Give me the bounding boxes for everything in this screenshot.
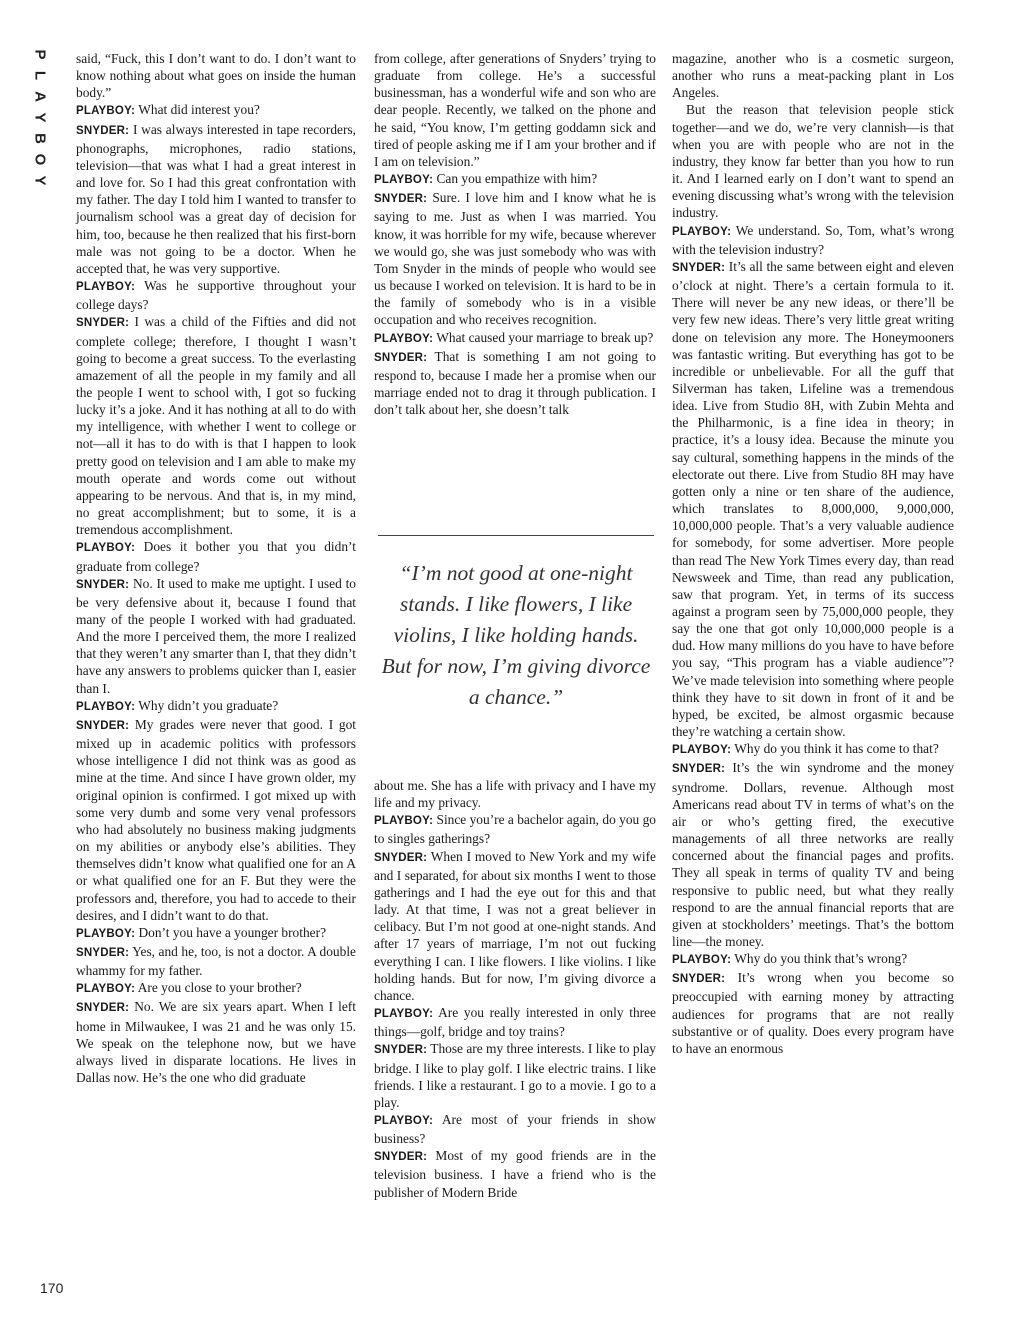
section-label-letter: P: [31, 49, 49, 60]
dialogue-paragraph: [76, 121, 356, 277]
section-label-letter: B: [31, 133, 49, 144]
dialogue-paragraph: [672, 950, 954, 969]
column-3: [672, 50, 954, 1057]
paragraph-text: That is something I am not going to respond to, because I made her a promise when our marriage ended not to drag it through publication. I don’t talk about her, she doesn’t talk: [374, 348, 657, 418]
speaker-label: PLAYBOY:: [672, 954, 732, 967]
speaker-label: SNYDER:: [76, 578, 130, 591]
speaker-label: SNYDER:: [76, 1002, 130, 1015]
speaker-label: PLAYBOY:: [672, 744, 732, 757]
dialogue-paragraph: [374, 848, 656, 1004]
dialogue-paragraph: [76, 277, 356, 313]
paragraph-text: Was he supportive throughout your college days?: [76, 278, 357, 313]
speaker-label: PLAYBOY:: [374, 1008, 434, 1021]
paragraph-text: Those are my three interests. I like to play bridge. I like to play golf. I like electric trains. I like friends. I like a restaurant. I go to a movie. I go to a play.: [374, 1041, 656, 1110]
paragraph-text: When I moved to New York and my wife and I separated, for about six months I went to those gatherings and I had the eye out for this and that lady. At that time, I was not a great believer in celibacy. But I’m not good at one-night stands. And after 17 years of marriage, I’m not out fucking everything I can. I like flowers. I like violins. I like holding hands. But for now, I’m giving divorce a chance.: [374, 848, 657, 1003]
section-label-letter: L: [31, 70, 49, 81]
section-label-letter: Y: [31, 112, 49, 123]
dialogue-paragraph: [76, 943, 356, 979]
section-label-letter: Y: [31, 175, 49, 186]
speaker-label: SNYDER:: [76, 317, 130, 330]
speaker-label: PLAYBOY:: [374, 815, 434, 828]
paragraph-text: No. We are six years apart. When I left home in Milwaukee, I was 21 and he was only 15. We speak on the telephone now, but we have always lived in disparate locations. He lives in Dallas now. He’s the one who did graduate: [76, 999, 356, 1086]
paragraph-text: Does it bother you that you didn’t graduate from college?: [76, 539, 356, 574]
paragraph-text: No. It used to make me uptight. I used to be very defensive about it, because I found that many of the people I worked with had graduated. And the more I perceived them, the more I realized that they weren’t any smarter than I, that they didn’t have any answers to problems quicker than I, easier than I.: [76, 575, 356, 696]
speaker-label: SNYDER:: [374, 851, 428, 864]
paragraph-text: Why do you think that’s wrong?: [734, 951, 908, 967]
text-paragraph: [374, 777, 656, 811]
paragraph-text: It’s wrong when you become so preoccupied with earning money by attracting audiences for programs that are not really substantive or of quality. Does every program have to have an enormous: [672, 970, 954, 1056]
speaker-label: PLAYBOY:: [672, 225, 732, 238]
paragraph-text: My grades were never that good. I got mixed up in academic politics with professors whose intelligence I did not think was as good as mine at the time. And since I have grown older, my original opinion is confirmed. I got mixed up with some very dumb and some very venal professors who had absolutely no business making judgments on my abilities or anybody else’s abilities. They themselves didn’t know what qualified one for an A or what qualified one for an F. But they were the professors and, therefore, you had to accede to their desires, and I didn’t want to do that.: [76, 716, 356, 923]
dialogue-paragraph: [76, 101, 356, 120]
paragraph-text: But the reason that television people stick together—and we do, we’re very clannish—is that when you are with people who are not in the industry, they know far better than you how to run it. And I learned early on I don’t want to spend an evening discussing what’s wrong with the television industry.: [672, 102, 954, 221]
paragraph-text: We understand. So, Tom, what’s wrong with the television industry?: [672, 222, 954, 257]
speaker-label: PLAYBOY:: [76, 542, 136, 555]
text-paragraph: [672, 101, 954, 221]
dialogue-paragraph: [374, 1111, 656, 1147]
speaker-label: PLAYBOY:: [76, 700, 136, 713]
column-1: [76, 50, 356, 1086]
dialogue-paragraph: [672, 740, 954, 759]
paragraph-text: I was always interested in tape recorders, phonographs, microphones, radio stations, television—that was what I had a great interest in and love for. So I had this great confrontation with my father. The day I told him I wanted to transfer to journalism school was a great day of decision for him, too, because he then realized that his first-born male was not going to be a doctor. When he accepted that, he was very supportive.: [76, 121, 356, 276]
paragraph-text: magazine, another who is a cosmetic surgeon, another who runs a meat-packing plant in Los Angeles.: [672, 51, 954, 101]
speaker-label: SNYDER:: [76, 946, 130, 959]
text-paragraph: [672, 50, 954, 101]
paragraph-text: Are most of your friends in show business?: [374, 1111, 657, 1147]
dialogue-paragraph: [374, 1004, 656, 1040]
paragraph-text: from college, after generations of Snyders’ trying to graduate from college. He’s a successful businessman, has a wonderful wife and son who are dear people. Recently, we talked on the phone and he said, “You know, I’m getting goddamn sick and tired of people asking me if I am your brother and if I am on television.”: [374, 51, 656, 169]
speaker-label: SNYDER:: [374, 1151, 428, 1164]
paragraph-text: Since you’re a bachelor again, do you go to singles gatherings?: [374, 812, 656, 847]
dialogue-paragraph: [672, 759, 954, 950]
paragraph-text: It’s the win syndrome and the money syndrome. Dollars, revenue. Although most Americans read about TV in terms of what’s on the air or who’s getting fired, the executive managements of all three networks are really concerned about the financial pages and profits. They all speak in terms of quality TV and being responsive to public need, but what they really respond to are the annual financial reports that are given at stockholders’ meetings. That’s the bottom line—the money.: [672, 760, 954, 949]
section-label: [30, 44, 50, 191]
dialogue-paragraph: [76, 924, 356, 943]
speaker-label: PLAYBOY:: [374, 1114, 434, 1127]
paragraph-text: Sure. I love him and I know what he is saying to me. Just as when I was married. You know, it was horrible for my wife, because wherever we would go, she was just somebody who was with Tom Snyder in the minds of people who would see us because I worked on television. It is hard to be in the family of somebody who is in a visible occupation and who receives recognition.: [374, 190, 656, 328]
paragraph-text: Most of my good friends are in the television business. I have a friend who is the publisher of Modern Bride: [374, 1148, 656, 1200]
dialogue-paragraph: [76, 697, 356, 716]
section-label-letter: O: [31, 153, 49, 166]
speaker-label: PLAYBOY:: [76, 281, 136, 294]
paragraph-text: said, “Fuck, this I don’t want to do. I don’t want to know nothing about what goes on inside the human body.”: [76, 51, 356, 101]
dialogue-paragraph: [76, 998, 356, 1086]
speaker-label: SNYDER:: [76, 124, 130, 137]
text-paragraph: [76, 50, 356, 101]
paragraph-text: Can you empathize with him?: [436, 171, 598, 187]
text-paragraph: [374, 50, 656, 170]
dialogue-paragraph: [672, 969, 954, 1057]
column-2-bottom: [374, 777, 656, 1201]
dialogue-paragraph: [76, 979, 356, 998]
speaker-label: SNYDER:: [374, 193, 428, 206]
paragraph-text: Don’t you have a younger brother?: [138, 924, 327, 940]
dialogue-paragraph: [76, 716, 356, 924]
paragraph-text: Are you really interested in only three things—golf, bridge and toy trains?: [374, 1005, 656, 1040]
speaker-label: PLAYBOY:: [76, 983, 136, 996]
paragraph-text: I was a child of the Fifties and did not complete college; therefore, I thought I wasn’t going to become a great success. To the everlasting amazement of all the people in my family and all the people I went to school with, I got so fucking lucky it’s a joke. And it has nothing at all to do with my intelligence, with whether I went to college or not—all it has to do with is that I happen to look pretty good on television and I am able to make my mouth operate and words come out without appearing to be nervous. And that is, in my mind, no great accomplishment; but to some, it is a tremendous accomplishment.: [76, 314, 356, 538]
page-number: 170: [40, 1280, 64, 1296]
speaker-label: SNYDER:: [76, 719, 130, 732]
speaker-label: PLAYBOY:: [374, 174, 434, 187]
speaker-label: SNYDER:: [374, 1044, 428, 1057]
dialogue-paragraph: [672, 222, 954, 258]
pull-quote: “I’m not good at one-night stands. I like flowers, I like violins, I like holding hands. But for now, I’m giving divorce a chance.”: [381, 561, 651, 709]
dialogue-paragraph: [76, 538, 356, 574]
speaker-label: SNYDER:: [672, 763, 726, 776]
speaker-label: SNYDER:: [672, 261, 726, 274]
dialogue-paragraph: [374, 329, 656, 348]
paragraph-text: about me. She has a life with privacy and I have my life and my privacy.: [374, 778, 656, 811]
pull-quote-box: [378, 535, 654, 768]
section-label-letter: A: [31, 91, 49, 102]
speaker-label: PLAYBOY:: [374, 332, 434, 345]
dialogue-paragraph: [374, 170, 656, 189]
paragraph-text: It’s all the same between eight and eleven o’clock at night. There’s a certain formula to it. There will never be any new ideas, or there’ll be very few new ideas. There’s very little great writing done on television any more. The Honeymooners was fantastic writing. But everything has got to be incredible or unbelievable. For all the guff that Silverman has taken, Lifeline was a tremendous idea. Live from Studio 8H, with Zubin Mehta and the Philharmonic, is a fine idea in theory; in practice, it’s a lousy idea. Because the minute you say cultural, something happens in the minds of the electorate out there. Live from Studio 8H may have gotten only a nine or ten share of the audience, which translates to 8,000,000, 9,000,000, 10,000,000 people. That’s a very valuable audience for somebody, for some advertiser. More people than read The New York Times every day, than read Newsweek and Time, than read any publication, saw that program. Yet, in terms of its success against a program seen by 75,000,000 people, they say the one that got only 10,000,000 people is a dud. How many millions do you have to have before you say, “This program has a viable audience”? We’ve made television into something where people think they have to sit down in front of it and be hyped, be excited, be almost orgasmic because they’re watching a certain show.: [672, 258, 954, 740]
dialogue-paragraph: [374, 348, 656, 419]
dialogue-paragraph: [374, 1147, 656, 1200]
speaker-label: SNYDER:: [374, 351, 428, 364]
paragraph-text: Why do you think it has come to that?: [734, 741, 939, 757]
dialogue-paragraph: [76, 313, 356, 538]
dialogue-paragraph: [374, 1040, 656, 1111]
paragraph-text: Yes, and he, too, is not a doctor. A double whammy for my father.: [76, 943, 356, 979]
paragraph-text: What did interest you?: [138, 102, 260, 118]
paragraph-text: What caused your marriage to break up?: [436, 329, 654, 345]
speaker-label: PLAYBOY:: [76, 927, 136, 940]
speaker-label: PLAYBOY:: [76, 105, 136, 118]
dialogue-paragraph: [374, 189, 656, 328]
paragraph-text: Are you close to your brother?: [137, 980, 302, 996]
dialogue-paragraph: [76, 575, 356, 697]
column-2-top: [374, 50, 656, 418]
dialogue-paragraph: [672, 258, 954, 740]
dialogue-paragraph: [374, 811, 656, 847]
speaker-label: SNYDER:: [672, 973, 726, 986]
paragraph-text: Why didn’t you graduate?: [138, 697, 279, 713]
